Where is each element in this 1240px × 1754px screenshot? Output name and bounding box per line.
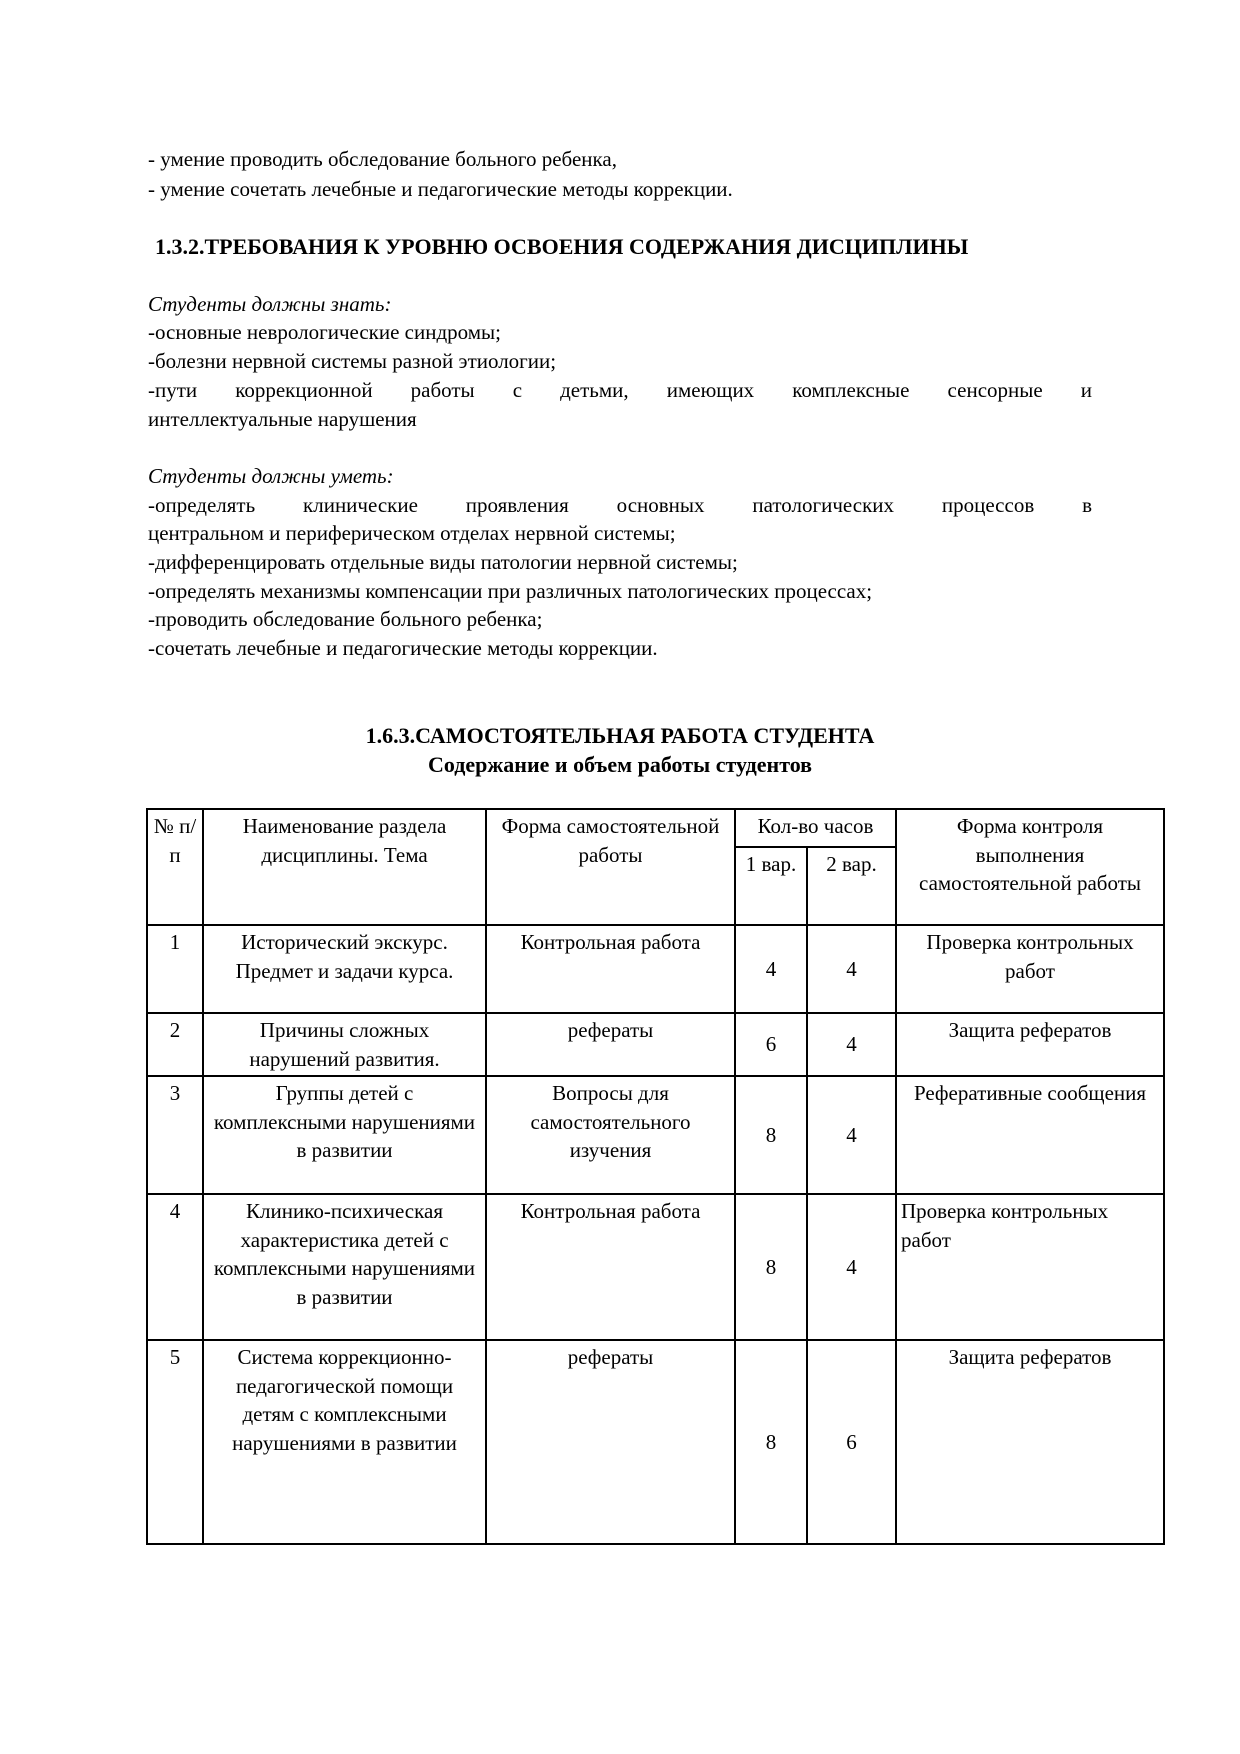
header-hours: Кол-во часов bbox=[735, 809, 896, 847]
cell-topic: Группы детей с комплексными нарушениями в развитии bbox=[203, 1076, 486, 1194]
cell-form: Вопросы для самостоятельного изучения bbox=[486, 1076, 735, 1194]
able-item: -дифференцировать отдельные виды патологии нервной системы; bbox=[148, 550, 738, 574]
able-item: -определять клинические проявления основных патологических процессов в bbox=[148, 493, 1092, 517]
table-row bbox=[147, 1194, 1164, 1340]
cell-var1: 4 bbox=[735, 925, 807, 1013]
cell-control: Защита рефератов bbox=[896, 1340, 1164, 1544]
independent-work-table bbox=[146, 808, 1165, 1545]
cell-form: рефераты bbox=[486, 1340, 735, 1544]
cell-control: Реферативные сообщения bbox=[896, 1076, 1164, 1194]
able-item: центральном и периферическом отделах нервной системы; bbox=[148, 521, 676, 545]
know-item: интеллектуальные нарушения bbox=[148, 407, 417, 431]
header-var2: 2 вар. bbox=[807, 847, 896, 925]
cell-form: Контрольная работа bbox=[486, 925, 735, 1013]
cell-var2: 4 bbox=[807, 925, 896, 1013]
cell-num: 3 bbox=[147, 1076, 203, 1194]
able-item: -проводить обследование больного ребенка; bbox=[148, 607, 543, 631]
know-item: -болезни нервной системы разной этиологии; bbox=[148, 349, 557, 373]
table-header-row bbox=[147, 809, 1164, 847]
header-form: Форма самостоятельной работы bbox=[486, 809, 735, 925]
table-row bbox=[147, 1076, 1164, 1194]
know-item: -пути коррекционной работы с детьми, имеющих комплексные сенсорные и bbox=[148, 378, 1092, 402]
cell-var1: 8 bbox=[735, 1194, 807, 1340]
section-heading-requirements: 1.3.2.ТРЕБОВАНИЯ К УРОВНЮ ОСВОЕНИЯ СОДЕРЖАНИЯ ДИСЦИПЛИНЫ bbox=[155, 234, 969, 259]
cell-var2: 4 bbox=[807, 1076, 896, 1194]
cell-control: Защита рефератов bbox=[896, 1013, 1164, 1076]
cell-num: 4 bbox=[147, 1194, 203, 1340]
able-title: Студенты должны уметь: bbox=[148, 464, 394, 488]
know-title: Студенты должны знать: bbox=[148, 292, 392, 316]
intro-item: - умение проводить обследование больного ребенка, bbox=[148, 147, 617, 171]
cell-num: 2 bbox=[147, 1013, 203, 1076]
cell-num: 5 bbox=[147, 1340, 203, 1544]
intro-item: - умение сочетать лечебные и педагогические методы коррекции. bbox=[148, 177, 733, 201]
section-heading-independent-work: 1.6.3.САМОСТОЯТЕЛЬНАЯ РАБОТА СТУДЕНТА bbox=[365, 723, 875, 748]
header-var1: 1 вар. bbox=[735, 847, 807, 925]
cell-control: Проверка контрольных работ bbox=[896, 925, 1164, 1013]
cell-num: 1 bbox=[147, 925, 203, 1013]
header-control: Форма контроля выполнения самостоятельной работы bbox=[896, 809, 1164, 925]
cell-var1: 6 bbox=[735, 1013, 807, 1076]
header-num: № п/п bbox=[147, 809, 203, 925]
cell-topic: Система коррекционно-педагогической помощи детям с комплексными нарушениями в развитии bbox=[203, 1340, 486, 1544]
cell-topic: Исторический экскурс. Предмет и задачи курса. bbox=[203, 925, 486, 1013]
cell-topic: Клинико-психическая характеристика детей с комплексными нарушениями в развитии bbox=[203, 1194, 486, 1340]
cell-var2: 4 bbox=[807, 1013, 896, 1076]
cell-var2: 4 bbox=[807, 1194, 896, 1340]
table-row bbox=[147, 1340, 1164, 1544]
cell-form: Контрольная работа bbox=[486, 1194, 735, 1340]
cell-var1: 8 bbox=[735, 1340, 807, 1544]
know-item: -основные неврологические синдромы; bbox=[148, 320, 501, 344]
table-row bbox=[147, 1013, 1164, 1076]
table-row bbox=[147, 925, 1164, 1013]
section-subheading: Содержание и объем работы студентов bbox=[427, 752, 813, 777]
header-topic: Наименование раздела дисциплины. Тема bbox=[203, 809, 486, 925]
cell-var2: 6 bbox=[807, 1340, 896, 1544]
able-item: -сочетать лечебные и педагогические методы коррекции. bbox=[148, 636, 658, 660]
cell-control: Проверка контрольных работ bbox=[896, 1194, 1164, 1340]
cell-form: рефераты bbox=[486, 1013, 735, 1076]
able-item: -определять механизмы компенсации при различных патологических процессах; bbox=[148, 579, 873, 603]
cell-topic: Причины сложных нарушений развития. bbox=[203, 1013, 486, 1076]
cell-var1: 8 bbox=[735, 1076, 807, 1194]
